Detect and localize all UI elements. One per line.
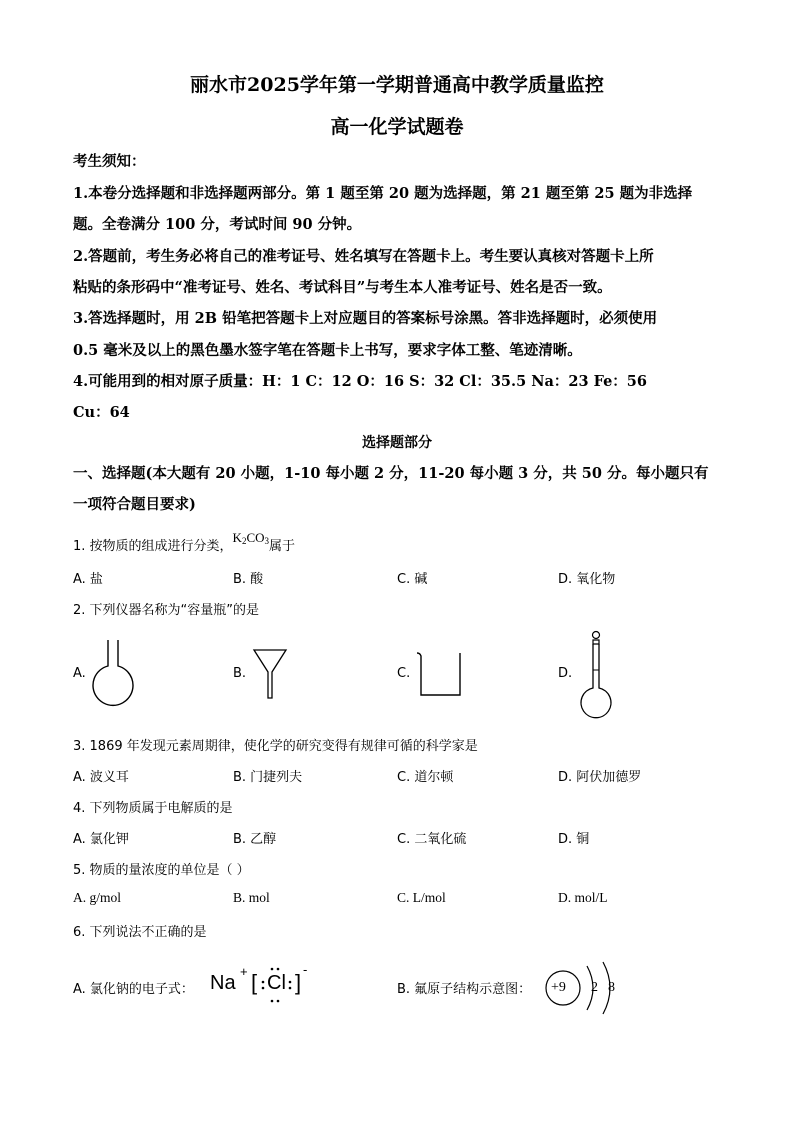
question-1	[73, 530, 296, 554]
question-1-suffix: 属于	[269, 539, 296, 554]
section-instruction: 一项符合题目要求)	[73, 496, 196, 513]
question-6: 6. 下列说法不正确的是	[73, 925, 207, 940]
q2-option-b[interactable]: B.	[233, 666, 247, 681]
question-5: 5. 物质的量浓度的单位是（ ）	[73, 863, 250, 878]
left-bracket-icon: [	[251, 970, 258, 995]
round-bottom-flask-icon	[91, 638, 136, 708]
volumetric-flask-icon	[576, 630, 616, 720]
q1-option-d[interactable]: D. 氧化物	[558, 572, 616, 587]
q4-option-b[interactable]: B. 乙醇	[233, 832, 277, 847]
sodium-symbol: Na	[210, 972, 236, 994]
funnel-icon	[253, 648, 287, 700]
chlorine-symbol: Cl	[267, 972, 286, 994]
q3-option-a[interactable]: A. 波义耳	[73, 770, 129, 785]
q2-option-c[interactable]: C.	[397, 666, 411, 681]
q4-option-d[interactable]: D. 铜	[558, 832, 590, 847]
q3-option-d[interactable]: D. 阿伏加德罗	[558, 770, 642, 785]
q2-option-a[interactable]: A.	[73, 666, 86, 681]
q5-option-c[interactable]: C. L/mol	[397, 890, 446, 905]
question-4: 4. 下列物质属于电解质的是	[73, 801, 233, 816]
fluorine-atom-structure-diagram	[543, 960, 623, 1010]
q4-option-c[interactable]: C. 二氧化硫	[397, 832, 467, 847]
q1-option-c[interactable]: C. 碱	[397, 572, 428, 587]
q5-option-b[interactable]: B. mol	[233, 890, 270, 905]
q1-option-a[interactable]: A. 盐	[73, 572, 103, 587]
q1-option-b[interactable]: B. 酸	[233, 572, 264, 587]
notice-heading: 考生须知：	[73, 153, 146, 170]
potassium-carbonate-formula: $K_2CO_3$	[232, 530, 269, 546]
beaker-icon	[416, 650, 464, 698]
notice-line: 1.本卷分选择题和非选择题两部分。第 1 题至第 20 题为选择题，第 21 题至第 25 题为非选择	[73, 185, 693, 202]
nucleus-charge: +9	[551, 980, 566, 995]
q4-option-a[interactable]: A. 氯化钾	[73, 832, 129, 847]
q3-option-b[interactable]: B. 门捷列夫	[233, 770, 303, 785]
sodium-charge: +	[240, 964, 248, 979]
q6-option-b[interactable]: B. 氟原子结构示意图：	[397, 982, 532, 997]
right-bracket-icon: ]	[295, 970, 302, 995]
q2-option-d[interactable]: D.	[558, 666, 573, 681]
sodium-chloride-electron-formula	[210, 962, 320, 1006]
chloride-charge: -	[303, 962, 308, 977]
notice-line: 2.答题前，考生务必将自己的准考证号、姓名填写在答题卡上。考生要认真核对答题卡上所	[73, 248, 654, 265]
q5-option-a[interactable]: A. g/mol	[73, 890, 122, 905]
question-3: 3. 1869 年发现元素周期律，使化学的研究变得有规律可循的科学家是	[73, 739, 478, 754]
shell-1-electrons: 2	[591, 980, 598, 995]
notice-line: 题。全卷满分 100 分，考试时间 90 分钟。	[73, 216, 362, 233]
question-1-prefix: 1. 按物质的组成进行分类，	[73, 539, 233, 554]
q6-option-a[interactable]: A. 氯化钠的电子式：	[73, 982, 194, 997]
question-2: 2. 下列仪器名称为“容量瓶”的是	[73, 603, 260, 618]
notice-line: 3.答选择题时，用 2B 铅笔把答题卡上对应题目的答案标号涂黑。答非选择题时，必须使用	[73, 310, 658, 327]
notice-line: Cu：64	[73, 404, 130, 421]
notice-line: 粘贴的条形码中“准考证号、姓名、考试科目”与考生本人准考证号、姓名是否一致。	[73, 279, 612, 296]
q3-option-c[interactable]: C. 道尔顿	[397, 770, 454, 785]
shell-2-electrons: 8	[608, 980, 615, 995]
section-instruction: 一、选择题(本大题有 20 小题，1-10 每小题 2 分，11-20 每小题 3 分，共 50 分。每小题只有	[73, 465, 709, 482]
notice-line: 4.可能用到的相对原子质量：H：1 C：12 O：16 S：32 Cl：35.5 Na：23 Fe：56	[73, 373, 647, 390]
section-title: 选择题部分	[362, 435, 432, 451]
exam-subtitle: 高一化学试题卷	[330, 116, 464, 138]
exam-title: 丽水市2025学年第一学期普通高中教学质量监控	[190, 74, 604, 96]
q5-option-d[interactable]: D. mol/L	[558, 890, 608, 905]
notice-line: 0.5 毫米及以上的黑色墨水签字笔在答题卡上书写，要求字体工整、笔迹清晰。	[73, 342, 582, 359]
